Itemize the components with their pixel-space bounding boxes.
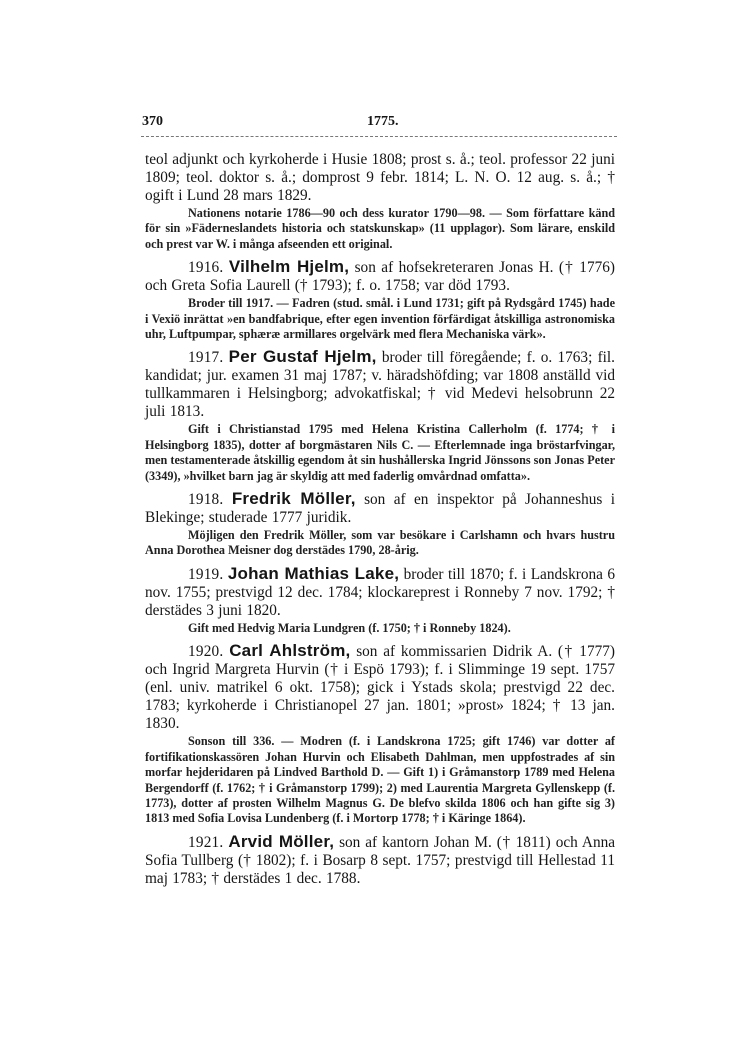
- entry-name: Fredrik Möller,: [231, 489, 356, 509]
- entry-number: 1920.: [188, 643, 224, 661]
- entry-number: 1918.: [188, 491, 224, 509]
- entry-number: 1916.: [188, 259, 224, 277]
- entry-number: 1919.: [188, 565, 224, 583]
- header-rule: [141, 136, 617, 137]
- entry-name: Per Gustaf Hjelm,: [228, 347, 377, 367]
- entry-text: son af hofsekreteraren Jonas H. († 1776) och Greta Sofia Laurell († 1793); f. o. 1758; var död 1793.: [145, 259, 615, 295]
- entry-1919: [145, 565, 615, 636]
- entry-number: 1917.: [188, 349, 224, 367]
- entry-1921: [145, 833, 615, 888]
- entry-name: Vilhelm Hjelm,: [228, 257, 350, 277]
- entry-name: Carl Ahlström,: [229, 641, 351, 661]
- entry-number: 1921.: [188, 833, 224, 851]
- entry-note: Möjligen den Fredrik Möller, som var besökare i Carlshamn och hvars hustru Anna Dorothea Meisner dog derstädes 1790, 28-årig.: [145, 528, 615, 558]
- entry-1917: [145, 348, 615, 484]
- entry-1916: [145, 258, 615, 342]
- entry-note: Broder till 1917. — Fadren (stud. smål. i Lund 1731; gift på Rydsgård 1745) hade i Vexiö inrättat »en bandfabrique, efter egen invention förfärdigat åtskilliga astronomiska uhr, Luftpumpar, sphæræ armillares orgelvärk med flera Mechaniska värk».: [145, 296, 615, 342]
- entry-name: Arvid Möller,: [228, 831, 335, 851]
- entry-1920: [145, 642, 615, 826]
- document-page: [142, 114, 616, 888]
- page-number: 370: [142, 114, 163, 129]
- entry-text: son af kantorn Johan M. († 1811) och Anna Sofia Tullberg († 1802); f. i Bosarp 8 sept. 1757; prestvigd till Hellestad 11 maj 1783; † derstädes 1 dec. 1788.: [145, 833, 616, 887]
- entry-note: Gift i Christianstad 1795 med Helena Kristina Callerholm (f. 1774; † i Helsingborg 1835), dotter af borgmästaren Nils C. — Efterlemnade inga bröstarfvingar, men testamenterade åtskillig egendom åt sin hushållerska Ingrid Jönssons son Jonas Peter (3349), »hvilket barn jag är skyldig att med faderlig omvårdnad omfatta».: [145, 422, 615, 483]
- entry-note: Gift med Hedvig Maria Lundgren (f. 1750; † i Ronneby 1824).: [188, 620, 511, 635]
- continuation-text: teol adjunkt och kyrkoherde i Husie 1808; prost s. å.; teol. professor 22 juni 1809; teol. doktor s. å.; domprost 9 febr. 1814; L. N. O. 12 aug. s. å.; † ogift i Lund 28 mars 1829.: [145, 151, 615, 204]
- entry-note: Sonson till 336. — Modren (f. i Landskrona 1725; gift 1746) var dotter af fortifikationskassören Johan Hurvin och Elisabeth Dahlman, men uppfostrades af sin morfar hejderidaren på Lindved Barthold D. — Gift 1) i Gråmanstorp 1789 med Helena Bergendorff (f. 1762; † i Gråmanstorp 1799); 2) med Laurentia Margreta Gyllenskepp (f. 1773), dotter af prosten Wilhelm Magnus G. De blefvo skilda 1806 och han gifte sig 3) 1813 med Sofia Lovisa Lundenberg (f. i Mortorp 1778; † i Käringe 1864).: [145, 734, 615, 826]
- entry-text: son af kommissarien Didrik A. († 1777) och Ingrid Margreta Hurvin († i Espö 1793); f. i Slimminge 19 sept. 1757 (enl. univ. matrikel 6 okt. 1758); gick i Ystads skola; prestvigd 22 dec. 1783; kyrkoherde i Christianopel 27 jan. 1801; »prost» 1824; † 13 jan. 1830.: [145, 643, 615, 733]
- entry-text: son af en inspektor på Johanneshus i Blekinge; studerade 1777 juridik.: [145, 491, 616, 527]
- page-year: 1775.: [367, 114, 399, 129]
- entry-text: broder till föregående; f. o. 1763; fil. kandidat; jur. examen 31 maj 1787; v. häradshöfding; var 1808 anställd vid tullkammaren i Helsingborg; advokatfiskal; † vid Medevi helsobrunn 22 juli 1813.: [145, 349, 615, 421]
- continuation-note: Nationens notarie 1786—90 och dess kurator 1790—98. — Som författare känd för sin »Fäderneslandets historia och statskunskap» (11 upplagor). Som lärare, enskild och prest var W. i många afseenden ett original.: [145, 206, 615, 251]
- entry-name: Johan Mathias Lake,: [227, 563, 400, 583]
- entry-text: broder till 1870; f. i Landskrona 6 nov. 1755; prestvigd 12 dec. 1784; klockareprest i Ronneby 7 nov. 1792; † derstädes 3 juni 1820.: [145, 565, 615, 619]
- page-header: [142, 114, 615, 136]
- entry-1918: [145, 490, 615, 559]
